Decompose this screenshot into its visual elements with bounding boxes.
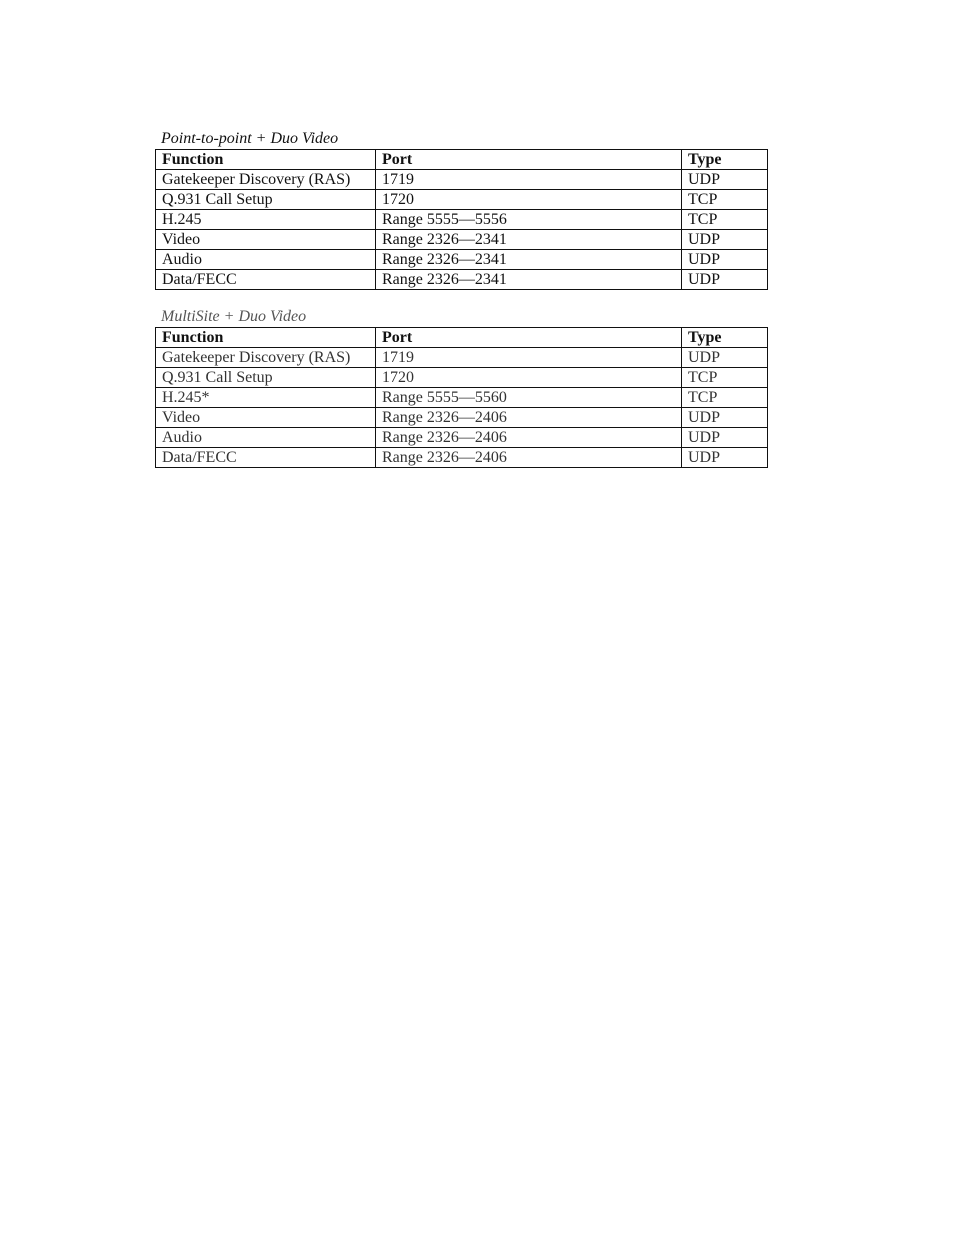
cell-type: TCP	[682, 388, 768, 408]
table-row	[156, 230, 768, 250]
table-row	[156, 408, 768, 428]
cell-function: Data/FECC	[156, 448, 376, 468]
cell-function: Audio	[156, 428, 376, 448]
cell-type: UDP	[682, 448, 768, 468]
cell-port: Range 2326—2406	[376, 448, 682, 468]
point-to-point-section	[155, 129, 767, 290]
table-caption: Point-to-point + Duo Video	[161, 130, 339, 147]
cell-port: Range 2326—2406	[376, 408, 682, 428]
cell-function: Gatekeeper Discovery (RAS)	[156, 348, 376, 368]
cell-function: Video	[156, 230, 376, 250]
header-row	[156, 328, 768, 348]
cell-type: UDP	[682, 230, 768, 250]
header-port: Port	[376, 150, 682, 170]
table-row	[156, 210, 768, 230]
header-row	[156, 150, 768, 170]
table-row	[156, 448, 768, 468]
table-row	[156, 348, 768, 368]
cell-type: UDP	[682, 170, 768, 190]
cell-function: Q.931 Call Setup	[156, 190, 376, 210]
cell-function: Audio	[156, 250, 376, 270]
header-function: Function	[156, 328, 376, 348]
cell-type: UDP	[682, 408, 768, 428]
cell-function: Gatekeeper Discovery (RAS)	[156, 170, 376, 190]
table-row	[156, 428, 768, 448]
multisite-section	[155, 307, 767, 468]
cell-type: UDP	[682, 348, 768, 368]
cell-port: 1720	[376, 190, 682, 210]
cell-port: Range 2326—2341	[376, 230, 682, 250]
table-row	[156, 250, 768, 270]
cell-port: Range 5555—5560	[376, 388, 682, 408]
cell-type: UDP	[682, 428, 768, 448]
cell-function: Q.931 Call Setup	[156, 368, 376, 388]
cell-port: 1719	[376, 170, 682, 190]
cell-type: TCP	[682, 210, 768, 230]
cell-port: 1719	[376, 348, 682, 368]
table-row	[156, 368, 768, 388]
table-row	[156, 170, 768, 190]
cell-port: Range 2326—2341	[376, 250, 682, 270]
table-caption: MultiSite + Duo Video	[161, 308, 307, 325]
port-table-point-to-point	[155, 149, 768, 290]
cell-function: H.245*	[156, 388, 376, 408]
header-port: Port	[376, 328, 682, 348]
table-row	[156, 270, 768, 290]
port-table-multisite	[155, 327, 768, 468]
cell-type: UDP	[682, 270, 768, 290]
cell-type: TCP	[682, 368, 768, 388]
cell-port: 1720	[376, 368, 682, 388]
cell-function: H.245	[156, 210, 376, 230]
cell-function: Data/FECC	[156, 270, 376, 290]
header-type: Type	[682, 328, 768, 348]
cell-type: TCP	[682, 190, 768, 210]
cell-port: Range 2326—2406	[376, 428, 682, 448]
header-function: Function	[156, 150, 376, 170]
cell-port: Range 2326—2341	[376, 270, 682, 290]
cell-type: UDP	[682, 250, 768, 270]
cell-port: Range 5555—5556	[376, 210, 682, 230]
table-row	[156, 388, 768, 408]
table-row	[156, 190, 768, 210]
cell-function: Video	[156, 408, 376, 428]
header-type: Type	[682, 150, 768, 170]
